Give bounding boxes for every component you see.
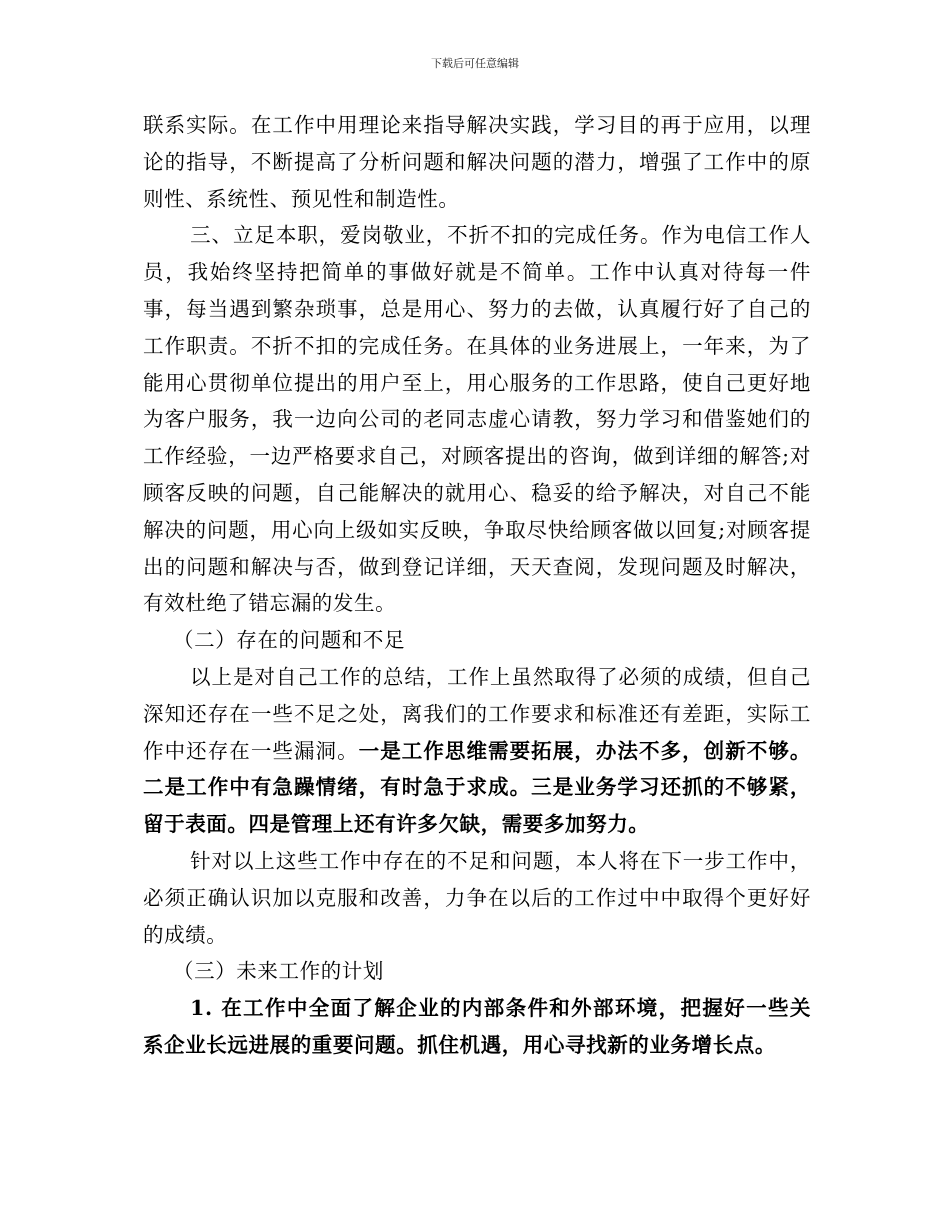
paragraph-problems [143, 659, 811, 843]
paragraph-problems-intro: 以上是对自己工作的总结，工作上虽然取得了必须的成绩，但自己深知还存在一些不足之处，离我们的工作要求和标准还有差距，实际工作中还存在一些漏洞。 [143, 664, 811, 763]
plan-item-1: 1. 在工作中全面了解企业的内部条件和外部环境，把握好一些关系企业长远进展的重要问题。抓住机遇，用心寻找新的业务增长点。 [143, 996, 811, 1057]
page-header-note: 下载后可任意编辑 [431, 57, 519, 70]
document-body [143, 107, 811, 1064]
section-heading-problems: （二）存在的问题和不足 [173, 628, 406, 653]
paragraph-problems-list: 一是工作思维需要拓展，办法不多，创新不够。二是工作中有急躁情绪，有时急于求成。三是业务学习还抓的不够紧，留于表面。四是管理上还有许多欠缺，需要多加努力。 [143, 738, 811, 837]
paragraph-duty-dedication: 三、立足本职，爱岗敬业，不折不扣的完成任务。作为电信工作人员，我始终坚持把简单的事做好就是不简单。工作中认真对待每一件事，每当遇到繁杂琐事，总是用心、努力的去做，认真履行好了自己的工作职责。不折不扣的完成任务。在具体的业务进展上，一年来，为了能用心贯彻单位提出的用户至上，用心服务的工作思路，使自己更好地为客户服务，我一边向公司的老同志虚心请教，努力学习和借鉴她们的工作经验，一边严格要求自己，对顾客提出的咨询，做到详细的解答;对顾客反映的问题，自己能解决的就用心、稳妥的给予解决，对自己不能解决的问题，用心向上级如实反映，争取尽快给顾客做以回复;对顾客提出的问题和解决与否，做到登记详细，天天查阅，发现问题及时解决，有效杜绝了错忘漏的发生。 [143, 223, 811, 616]
section-heading-plan: （三）未来工作的计划 [173, 959, 384, 984]
paragraph-theory-practice: 联系实际。在工作中用理论来指导解决实践，学习目的再于应用，以理论的指导，不断提高了分析问题和解决问题的潜力，增强了工作中的原则性、系统性、预见性和制造性。 [143, 113, 811, 211]
paragraph-improvement: 针对以上这些工作中存在的不足和问题，本人将在下一步工作中，必须正确认识加以克服和改善，力争在以后的工作过中中取得个更好好的成绩。 [143, 848, 811, 947]
